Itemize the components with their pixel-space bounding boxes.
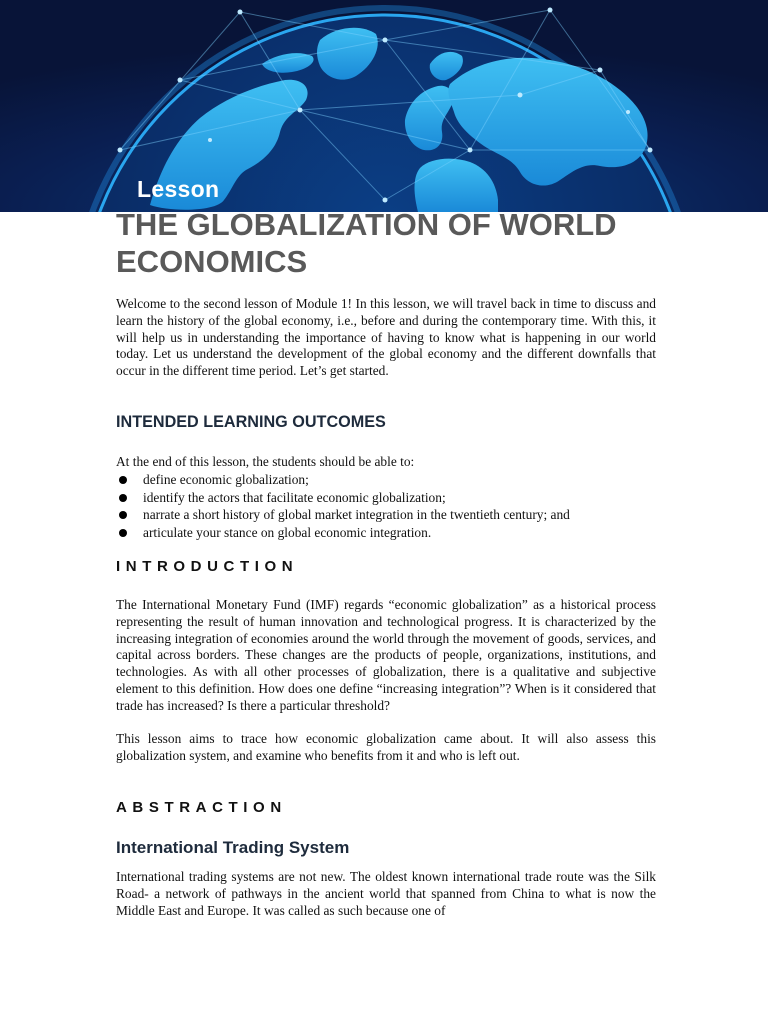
list-item: identify the actors that facilitate economic globalization; <box>116 489 656 507</box>
abstraction-heading: ABSTRACTION <box>116 799 287 816</box>
list-item: define economic globalization; <box>116 471 656 489</box>
bullet-icon <box>119 529 127 537</box>
bullet-icon <box>119 476 127 484</box>
outcomes-list <box>116 471 656 541</box>
list-item: articulate your stance on global economic integration. <box>116 524 656 542</box>
outcomes-lead: At the end of this lesson, the students should be able to: <box>116 454 415 469</box>
lesson-label: Lesson <box>137 176 220 202</box>
introduction-heading: INTRODUCTION <box>116 558 299 575</box>
welcome-paragraph: Welcome to the second lesson of Module 1! In this lesson, we will travel back in time to discuss and learn the history of the global economy, i.e., before and during the contemporary time. With this, it will help us in understanding the importance of having to know what is happening in our world today. Let us understand the development of the global economy and the different downfalls that occur in the different time period. Let’s get started. <box>116 296 656 379</box>
trading-system-subheading: International Trading System <box>116 838 350 857</box>
trading-system-paragraph: International trading systems are not new. The oldest known international trade route was the Silk Road- a network of pathways in the ancient world that spanned from China to what is now the Middle East and Europe. It was called as such because one of <box>116 869 656 918</box>
outcomes-heading: INTENDED LEARNING OUTCOMES <box>116 413 386 431</box>
list-item: narrate a short history of global market integration in the twentieth century; and <box>116 506 656 524</box>
header-banner <box>0 0 768 212</box>
bullet-icon <box>119 511 127 519</box>
introduction-paragraph: The International Monetary Fund (IMF) regards “economic globalization” as a historical process representing the result of human innovation and technological progress. It is characterized by the increasing integration of economies around the world through the movement of goods, services, and capital across borders. These changes are the products of people, organizations, institutions, and technologies. As with all other processes of globalization, there is a qualitative and subjective element to this definition. How does one define “increasing integration”? When is it considered that trade has increased? Is there a particular threshold? <box>116 597 656 713</box>
introduction-aim-paragraph: This lesson aims to trace how economic globalization came about. It will also assess this globalization system, and examine who benefits from it and who is left out. <box>116 731 656 763</box>
globe-network-image <box>0 0 768 212</box>
page-title: THE GLOBALIZATION OF WORLD ECONOMICS <box>116 207 617 279</box>
bullet-icon <box>119 494 127 502</box>
